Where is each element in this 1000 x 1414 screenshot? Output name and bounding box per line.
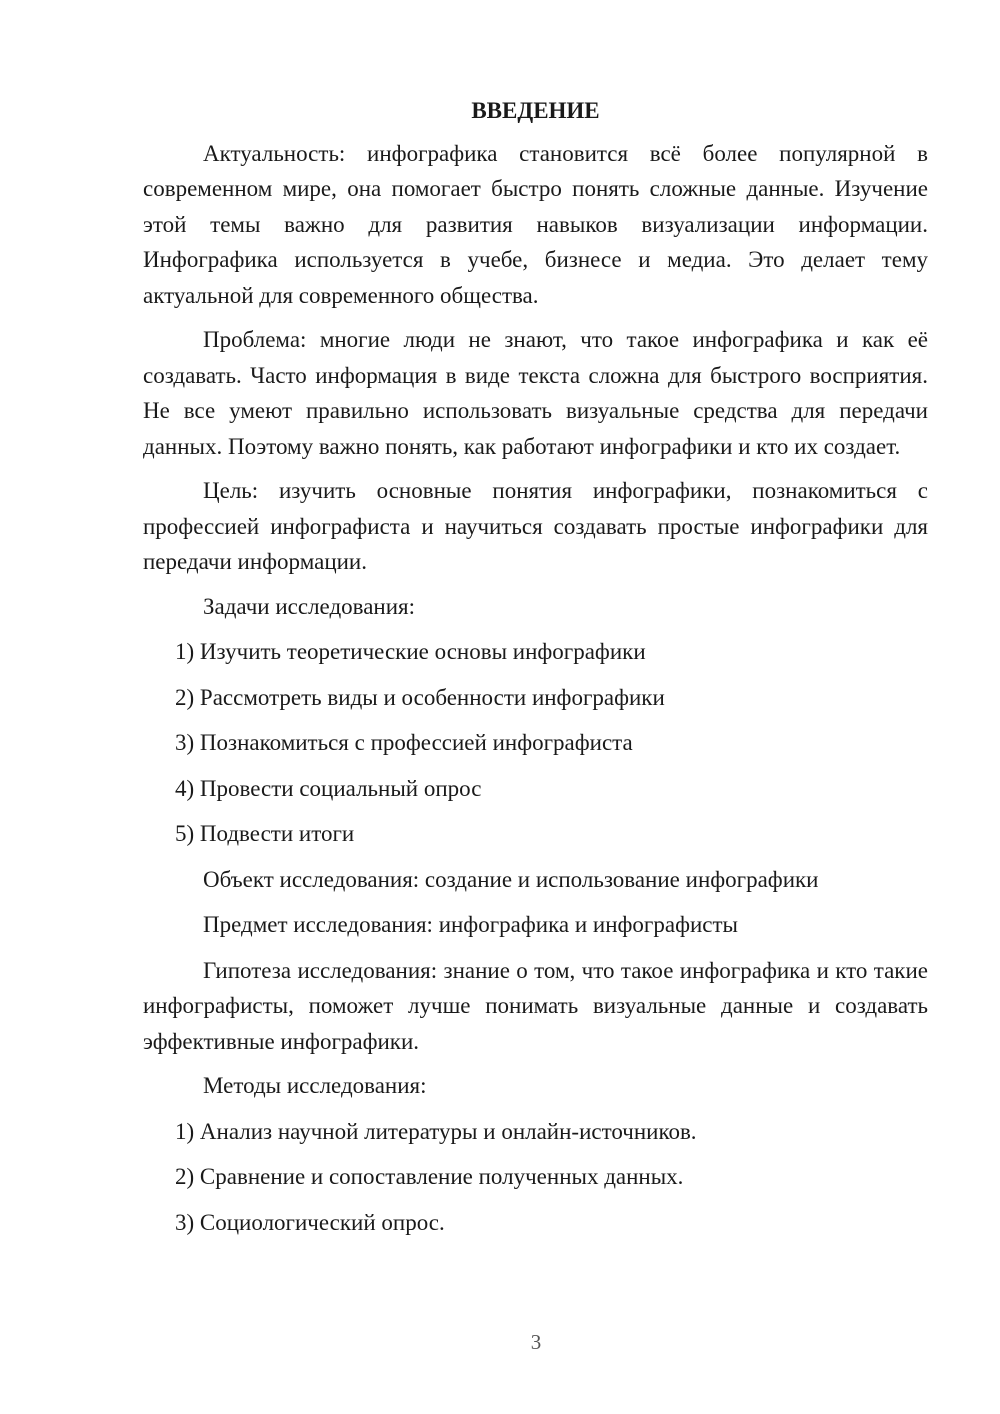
page-number: 3 — [530, 1330, 542, 1354]
list-item: 2) Сравнение и сопоставление полученных данных. — [175, 1164, 684, 1189]
relevance-paragraph: Актуальность: инфографика становится всё более популярной в современном мире, она помогает быстро понять сложные данные. Изучение этой темы важно для развития навыков визуализации информации. Инфографика используется в учебе, бизнесе и медиа. Это делает тему актуальной для современного общества. — [143, 140, 928, 308]
list-item: 1) Анализ научной литературы и онлайн-источников. — [175, 1118, 697, 1144]
subject-line: Предмет исследования: инфографика и инфографисты — [203, 912, 738, 937]
methods-list — [143, 1114, 928, 1241]
list-item: 3) Познакомиться с профессией инфографиста — [175, 730, 633, 755]
tasks-label: Задачи исследования: — [203, 593, 416, 619]
list-item: 5) Подвести итоги — [175, 821, 355, 846]
list-item: 2) Рассмотреть виды и особенности инфографики — [175, 684, 665, 710]
list-item: 3) Социологический опрос. — [175, 1209, 445, 1235]
page-content — [143, 93, 928, 1250]
list-item: 4) Провести социальный опрос — [175, 775, 482, 801]
list-item: 1) Изучить теоретические основы инфографики — [175, 639, 646, 664]
methods-label: Методы исследования: — [203, 1073, 427, 1098]
section-heading: ВВЕДЕНИЕ — [471, 98, 600, 123]
tasks-list — [143, 634, 928, 852]
goal-paragraph: Цель: изучить основные понятия инфографики, познакомиться с профессией инфографиста и научиться создавать простые инфографики для передачи информации. — [143, 478, 928, 574]
problem-paragraph: Проблема: многие люди не знают, что такое инфографика и как её создавать. Часто информация в виде текста сложна для быстрого восприятия. Не все умеют правильно использовать визуальные средства для передачи данных. Поэтому важно понять, как работают инфографики и кто их создает. — [143, 327, 928, 459]
object-line: Объект исследования: создание и использование инфографики — [203, 866, 819, 892]
hypothesis-paragraph: Гипотеза исследования: знание о том, что такое инфографика и кто такие инфографисты, поможет лучше понимать визуальные данные и создавать эффективные инфографики. — [143, 957, 928, 1054]
